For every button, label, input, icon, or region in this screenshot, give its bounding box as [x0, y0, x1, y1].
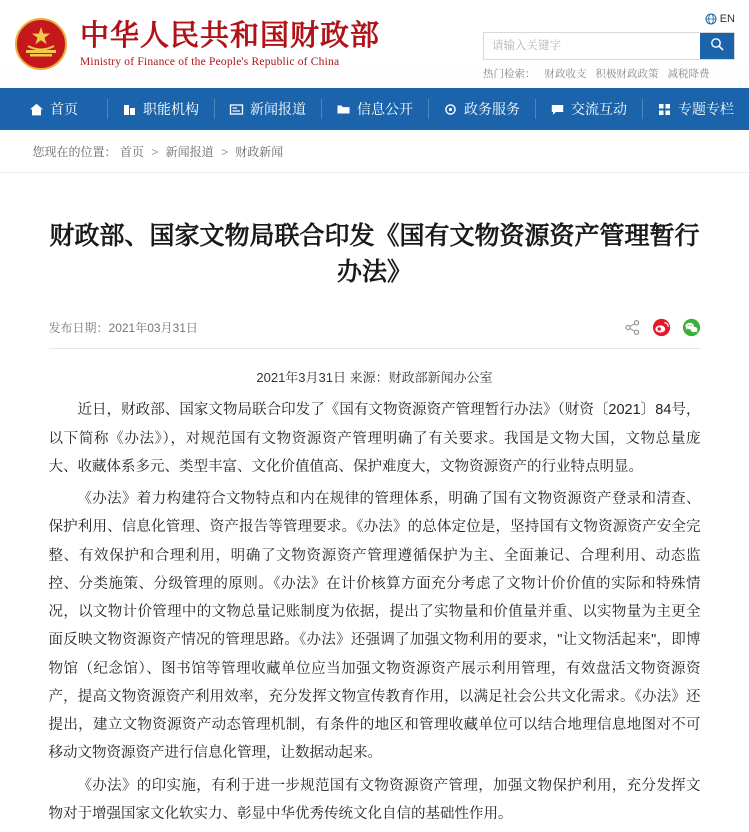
nav-label-home: 首页	[50, 101, 78, 117]
hot-search-row	[483, 66, 735, 81]
share-icon[interactable]	[624, 319, 641, 336]
article-paragraph: 近日，财政部、国家文物局联合印发了《国有文物资源资产管理暂行办法》（财资〔2021〕84号，以下简称《办法》），对规范国有文物资源资产管理明确了有关要求。我国是文物大国，文物总量庞大、收藏体系多元、类型丰富、文化价值值高、保护难度大，文物资源资产的行业特点明显。	[48, 402, 701, 475]
nav-item-disclosure[interactable]	[321, 88, 428, 130]
header-right	[483, 8, 735, 81]
home-icon	[29, 102, 44, 117]
site-title-en: Ministry of Finance of the People's Republic of China	[80, 56, 340, 69]
search-button[interactable]	[700, 33, 734, 59]
site-header	[0, 0, 749, 88]
gear-icon	[443, 102, 458, 117]
news-icon	[229, 102, 244, 117]
language-switch[interactable]	[483, 12, 735, 26]
language-label[interactable]: EN	[719, 12, 735, 25]
wechat-icon[interactable]	[682, 318, 701, 337]
publish-date-value: 2021年03月31日	[108, 321, 198, 336]
site-title-block	[80, 20, 380, 68]
main-nav	[0, 88, 749, 130]
weibo-icon[interactable]	[652, 318, 671, 337]
hot-search-item-1[interactable]: 财政收支	[544, 67, 587, 80]
search-box[interactable]	[483, 32, 735, 60]
nav-item-services[interactable]	[428, 88, 535, 130]
nav-label-functions: 职能机构	[143, 101, 199, 117]
building-icon	[122, 102, 137, 117]
article-meta	[49, 318, 701, 349]
nav-item-news[interactable]	[214, 88, 321, 130]
breadcrumb-separator-2: >	[220, 145, 228, 159]
globe-icon	[705, 13, 717, 25]
nav-label-services: 政务服务	[464, 101, 520, 117]
nav-item-interaction[interactable]	[535, 88, 642, 130]
search-input[interactable]	[484, 33, 700, 59]
breadcrumb-item-1[interactable]: 首页	[119, 145, 144, 159]
nav-item-functions[interactable]	[107, 88, 214, 130]
breadcrumb-item-2[interactable]: 新闻报道	[165, 145, 214, 159]
hot-search-item-3[interactable]: 减税降费	[667, 67, 710, 80]
site-title-cn: 中华人民共和国财政部	[80, 19, 381, 52]
breadcrumb	[25, 130, 725, 172]
breadcrumb-separator-1: >	[151, 145, 159, 159]
search-icon	[710, 37, 724, 54]
nav-label-interaction: 交流互动	[571, 101, 627, 117]
national-emblem-icon	[14, 17, 68, 71]
hot-search-item-2[interactable]: 积极财政政策	[595, 67, 659, 80]
grid-icon	[657, 102, 672, 117]
publish-date	[49, 319, 198, 336]
nav-item-topics[interactable]	[642, 88, 749, 130]
article-source: 2021年3月31日 来源：财政部新闻办公室	[256, 370, 493, 386]
folder-icon	[336, 102, 351, 117]
page-title: 财政部、国家文物局联合印发《国有文物资源资产管理暂行办法》	[49, 221, 700, 286]
nav-label-topics: 专题专栏	[678, 101, 734, 117]
nav-item-home[interactable]	[0, 88, 107, 130]
chat-icon	[550, 102, 565, 117]
breadcrumb-bar	[0, 130, 749, 173]
breadcrumb-item-3[interactable]: 财政新闻	[235, 145, 284, 159]
hot-search-label: 热门检索：	[483, 67, 536, 80]
article	[25, 190, 725, 828]
publish-date-label: 发布日期：	[48, 321, 109, 336]
breadcrumb-prefix: 您现在的位置：	[32, 145, 117, 159]
share-group	[624, 318, 701, 337]
article-paragraph: 《办法》着力构建符合文物特点和内在规律的管理体系，明确了国有文物资源资产登录和清查、保护利用、信息化管理、资产报告等管理要求。《办法》的总体定位是，坚持国有文物资源资产安全完整、有效保护和合理利用，明确了文物资源资产管理遵循保护为主、全面兼记、合理利用、动态监控、分类施策、分级管理的原则。《办法》在计价核算方面充分考虑了文物计价价值的实际和特殊情况，以文物计价管理中的文物总量记账制度为依据，提出了实物量和价值量并重、以实物量为主更全面反映文物资源资产情况的管理思路。《办法》还强调了加强文物利用的要求，"让文物活起来"，即博物馆（纪念馆）、图书馆等管理收藏单位应当加强文物资源资产展示利用管理，有效盘活文物资源资产，提高文物资源资产利用效率，充分发挥文物宣传教育作用，以满足社会公共文化需求。《办法》还提出，建立文物资源资产动态管理机制，有条件的地区和管理收藏单位可以结合地理信息地图对不可移动文物资源资产进行信息化管理，让数据动起来。	[48, 491, 701, 762]
article-paragraph: 《办法》的印实施，有利于进一步规范国有文物资源资产管理，加强文物保护利用，充分发挥文物对于增强国家文化软实力、彰显中华优秀传统文化自信的基础性作用。	[48, 777, 701, 822]
nav-label-disclosure: 信息公开	[357, 101, 413, 117]
nav-label-news: 新闻报道	[250, 101, 306, 117]
